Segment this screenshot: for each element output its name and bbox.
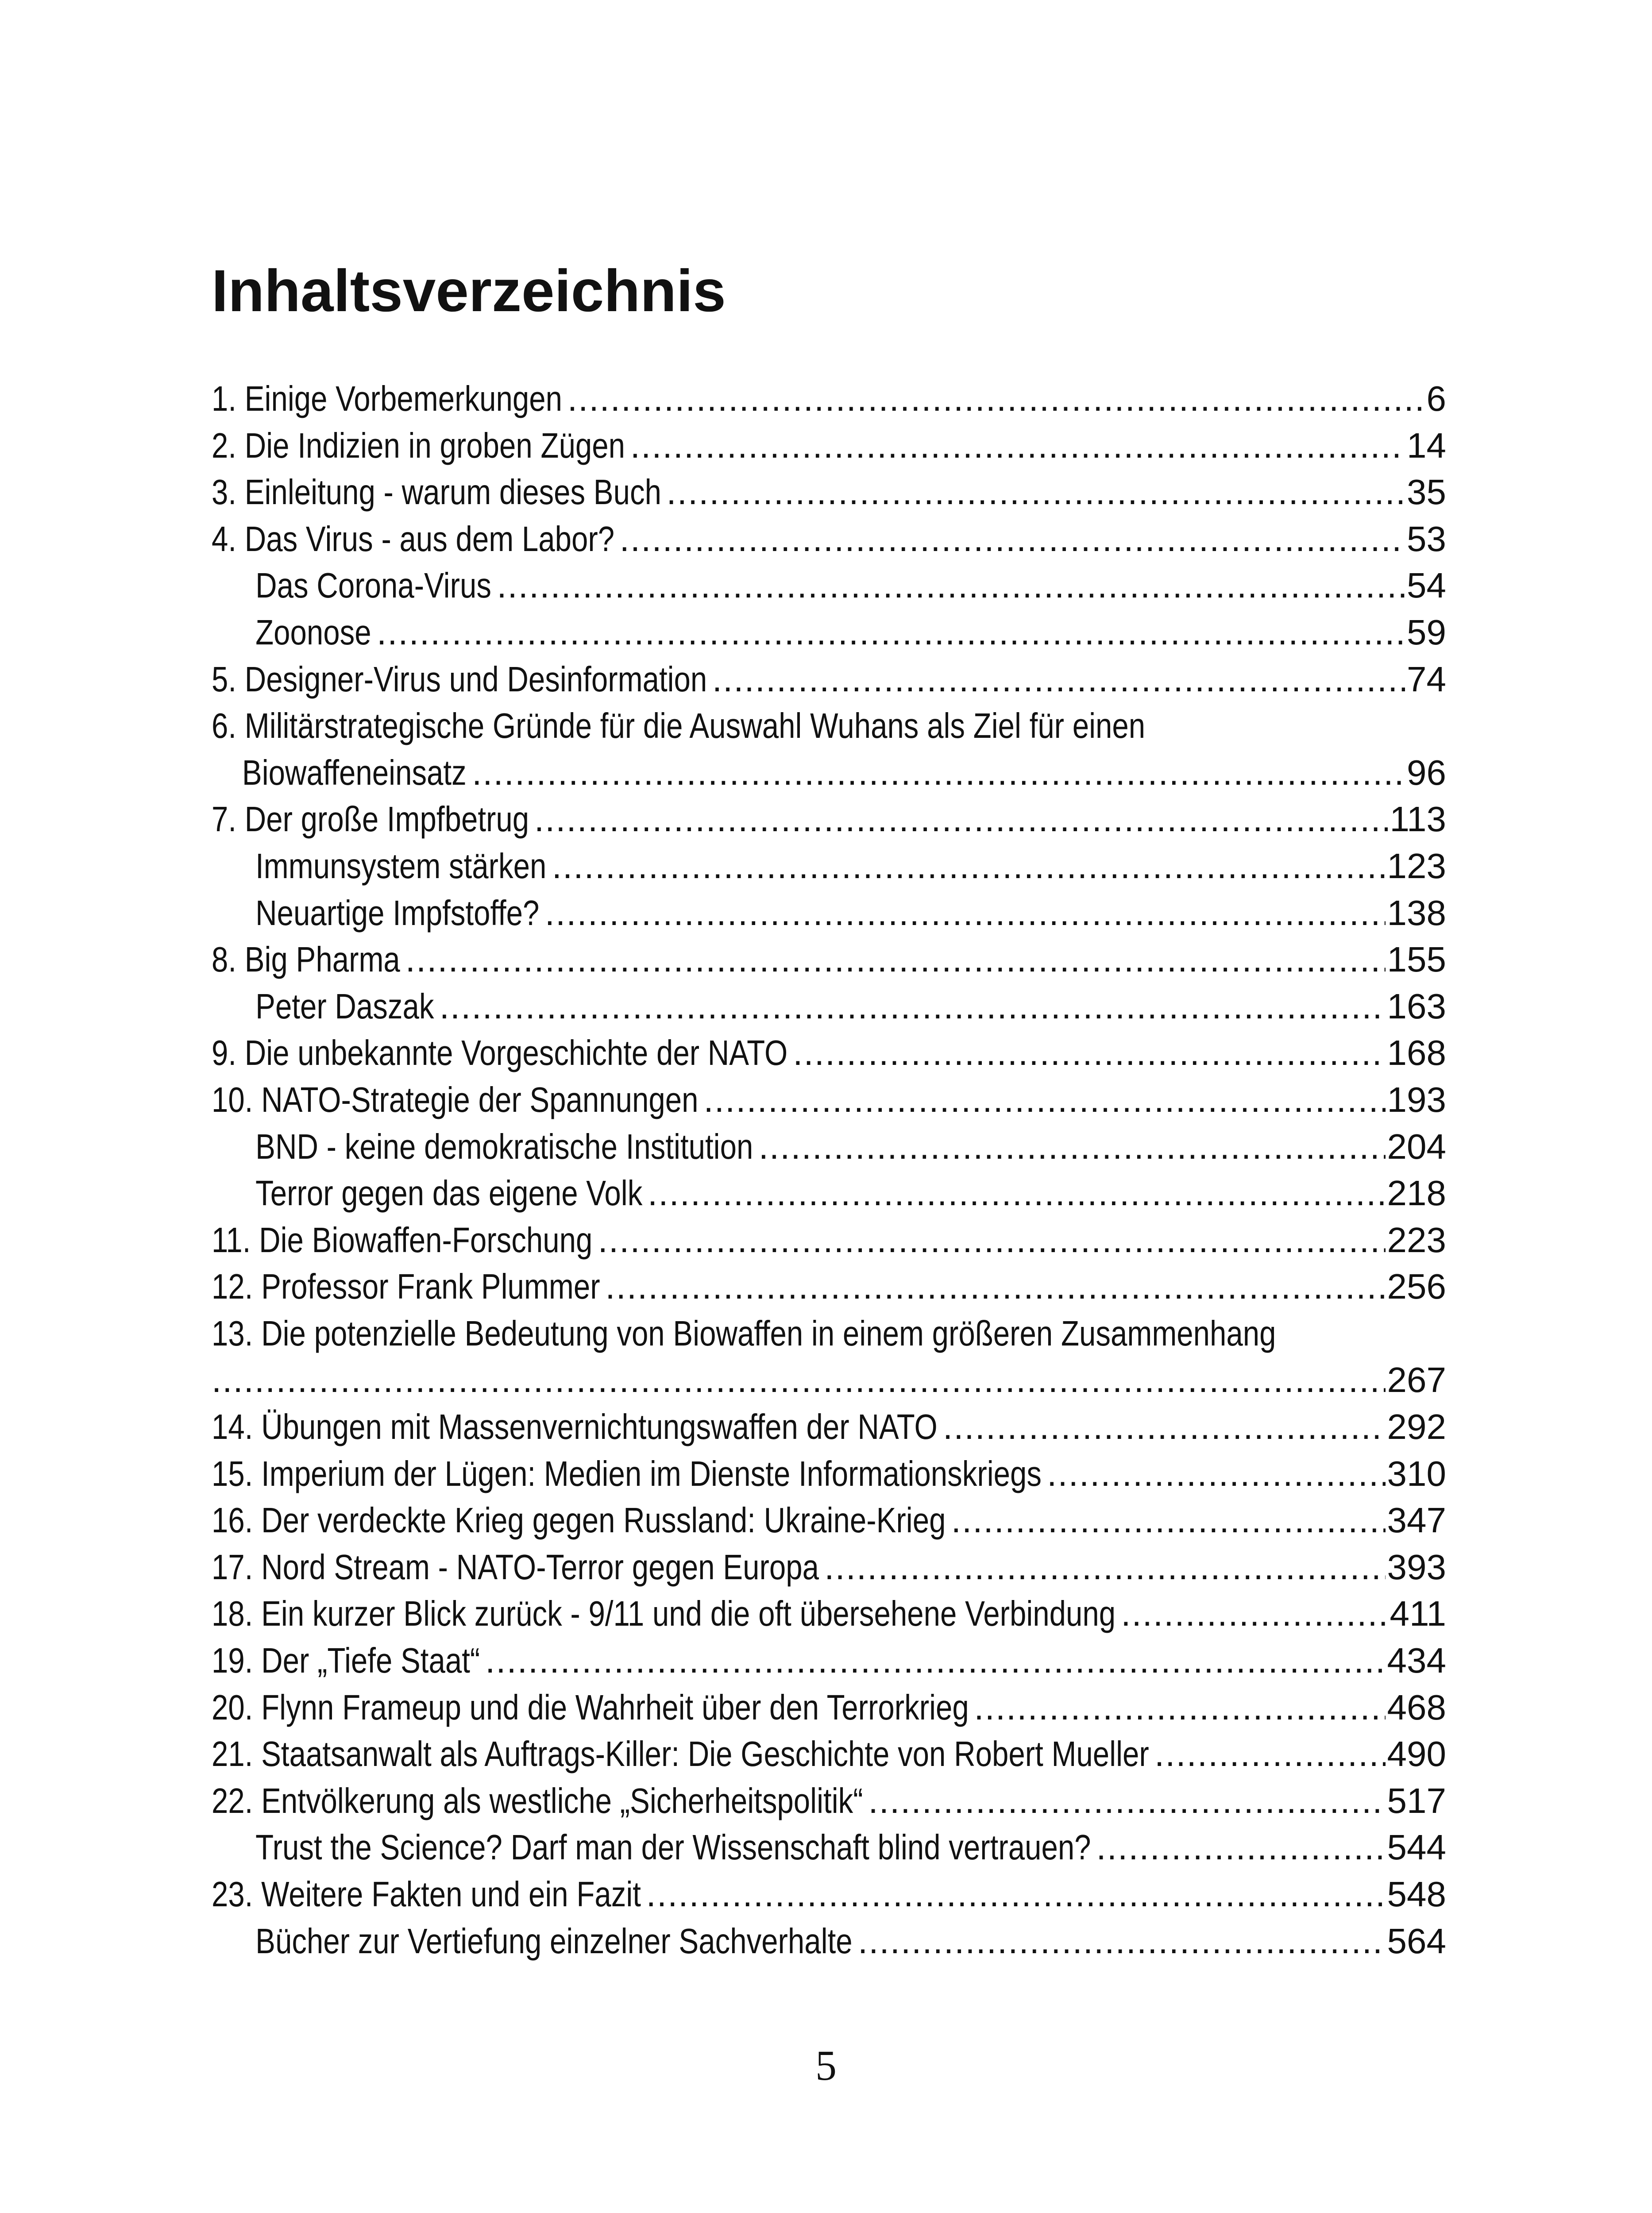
toc-leader-dots bbox=[1096, 1824, 1386, 1871]
toc-entry-page: 6 bbox=[1426, 379, 1446, 418]
toc-entry-continuation bbox=[212, 1357, 1446, 1403]
toc-entry-label: 7. Der große Impfbetrug bbox=[212, 799, 529, 839]
toc-entry-label: BND - keine demokratische Institution bbox=[255, 1126, 753, 1166]
toc-entry bbox=[212, 1029, 1446, 1076]
toc-entry-label: Peter Daszak bbox=[255, 986, 434, 1026]
toc-leader-dots bbox=[545, 890, 1386, 937]
toc-leader-dots bbox=[1154, 1731, 1386, 1777]
toc-entry bbox=[212, 1403, 1446, 1450]
toc-entry-label: 11. Die Biowaffen-Forschung bbox=[212, 1220, 593, 1260]
toc-entry-label: 21. Staatsanwalt als Auftrags-Killer: Die Geschichte von Robert Mueller bbox=[212, 1734, 1149, 1774]
toc-leader-dots bbox=[405, 936, 1386, 983]
toc-entry-page: 411 bbox=[1390, 1594, 1446, 1634]
toc-entry-page: 54 bbox=[1407, 566, 1446, 605]
toc-entry-label: Trust the Science? Darf man der Wissenschaft blind vertrauen? bbox=[255, 1827, 1091, 1867]
toc-entry-label: 4. Das Virus - aus dem Labor? bbox=[212, 519, 615, 559]
toc-subentry bbox=[212, 1824, 1446, 1871]
toc-subentry bbox=[212, 1123, 1446, 1170]
toc-entry-page: 74 bbox=[1407, 659, 1446, 699]
table-of-contents bbox=[212, 375, 1446, 1964]
toc-entry bbox=[212, 936, 1446, 983]
toc-entry-page: 267 bbox=[1387, 1360, 1446, 1400]
toc-subentry bbox=[212, 609, 1446, 656]
toc-subentry bbox=[212, 1170, 1446, 1217]
toc-entry-label: Zoonose bbox=[255, 612, 371, 652]
toc-entry-label: 14. Übungen mit Massenvernichtungswaffen der NATO bbox=[212, 1407, 938, 1447]
toc-entry-page: 347 bbox=[1387, 1500, 1446, 1540]
toc-entry-page: 113 bbox=[1390, 799, 1446, 839]
toc-entry-page: 490 bbox=[1387, 1734, 1446, 1774]
toc-entry-label: Terror gegen das eigene Volk bbox=[255, 1173, 643, 1213]
toc-entry-page: 468 bbox=[1387, 1687, 1446, 1727]
toc-entry-label: 6. Militärstrategische Gründe für die Auswahl Wuhans als Ziel für einen bbox=[212, 706, 1146, 746]
toc-leader-dots bbox=[712, 656, 1405, 703]
toc-entry-page: 163 bbox=[1387, 986, 1446, 1026]
toc-entry bbox=[212, 516, 1446, 563]
toc-entry-page: 544 bbox=[1387, 1827, 1446, 1867]
toc-entry-page: 517 bbox=[1387, 1781, 1446, 1820]
toc-leader-dots bbox=[646, 1871, 1386, 1918]
toc-entry bbox=[212, 375, 1446, 422]
toc-entry-label: 1. Einige Vorbemerkungen bbox=[212, 379, 563, 418]
toc-entry bbox=[212, 1263, 1446, 1310]
toc-entry bbox=[212, 469, 1446, 516]
toc-leader-dots bbox=[759, 1123, 1386, 1170]
toc-entry-label: 18. Ein kurzer Blick zurück - 9/11 und die oft übersehene Verbindung bbox=[212, 1594, 1116, 1634]
toc-entry-label: 19. Der „Tiefe Staat“ bbox=[212, 1641, 480, 1681]
toc-leader-dots bbox=[630, 422, 1405, 469]
toc-entry-page: 193 bbox=[1387, 1080, 1446, 1119]
toc-entry-label: 15. Imperium der Lügen: Medien im Dienste Informationskriegs bbox=[212, 1453, 1042, 1493]
toc-leader-dots bbox=[485, 1637, 1385, 1684]
toc-entry-label: Biowaffeneinsatz bbox=[242, 752, 467, 792]
toc-entry-page: 204 bbox=[1387, 1126, 1446, 1166]
toc-entry-page: 218 bbox=[1387, 1173, 1446, 1213]
toc-entry bbox=[212, 1731, 1446, 1777]
toc-leader-dots bbox=[858, 1918, 1385, 1965]
toc-entry bbox=[212, 1590, 1446, 1637]
toc-entry-page: 138 bbox=[1387, 893, 1446, 933]
toc-entry-page: 548 bbox=[1387, 1874, 1446, 1914]
toc-entry bbox=[212, 1684, 1446, 1731]
toc-leader-dots bbox=[598, 1217, 1386, 1264]
toc-entry-label: 3. Einleitung - warum dieses Buch bbox=[212, 472, 661, 512]
toc-entry-page: 35 bbox=[1407, 472, 1446, 512]
page-number: 5 bbox=[815, 2042, 837, 2089]
toc-entry-label: 12. Professor Frank Plummer bbox=[212, 1267, 600, 1307]
toc-entry bbox=[212, 796, 1446, 843]
page-title: Inhaltsverzeichnis bbox=[212, 258, 726, 324]
toc-entry-page: 155 bbox=[1387, 940, 1446, 979]
toc-entry bbox=[212, 702, 1446, 749]
toc-leader-dots bbox=[440, 983, 1386, 1030]
toc-leader-dots bbox=[377, 609, 1405, 656]
toc-leader-dots bbox=[552, 843, 1386, 890]
toc-entry bbox=[212, 1450, 1446, 1497]
toc-entry-page: 123 bbox=[1387, 846, 1446, 886]
toc-entry bbox=[212, 422, 1446, 469]
toc-leader-dots bbox=[567, 375, 1425, 422]
toc-entry-continuation bbox=[212, 749, 1446, 796]
toc-leader-dots bbox=[824, 1544, 1385, 1591]
toc-subentry bbox=[212, 890, 1446, 937]
toc-entry-label: 10. NATO-Strategie der Spannungen bbox=[212, 1080, 699, 1119]
toc-entry bbox=[212, 1076, 1446, 1123]
toc-leader-dots bbox=[868, 1777, 1386, 1824]
toc-entry-page: 434 bbox=[1387, 1641, 1446, 1681]
toc-entry-page: 256 bbox=[1387, 1267, 1446, 1307]
toc-entry-label: 23. Weitere Fakten und ein Fazit bbox=[212, 1874, 641, 1914]
toc-entry bbox=[212, 1544, 1446, 1591]
toc-leader-dots bbox=[974, 1684, 1385, 1731]
toc-entry-page: 59 bbox=[1407, 612, 1446, 652]
toc-leader-dots bbox=[943, 1403, 1386, 1450]
toc-leader-dots bbox=[704, 1076, 1386, 1123]
toc-entry bbox=[212, 1637, 1446, 1684]
toc-entry-label: 22. Entvölkerung als westliche „Sicherheitspolitik“ bbox=[212, 1781, 863, 1820]
toc-entry-label: 9. Die unbekannte Vorgeschichte der NATO bbox=[212, 1033, 788, 1073]
toc-subentry bbox=[212, 843, 1446, 890]
toc-entry-page: 96 bbox=[1407, 752, 1446, 792]
toc-leader-dots bbox=[534, 796, 1388, 843]
toc-leader-dots bbox=[497, 562, 1405, 609]
toc-entry-page: 310 bbox=[1387, 1453, 1446, 1493]
toc-entry-label: Das Corona-Virus bbox=[255, 566, 491, 605]
toc-entry-page: 53 bbox=[1407, 519, 1446, 559]
toc-leader-dots bbox=[1121, 1590, 1388, 1637]
toc-entry-label: 20. Flynn Frameup und die Wahrheit über den Terrorkrieg bbox=[212, 1687, 969, 1727]
toc-leader-dots bbox=[666, 469, 1405, 516]
toc-leader-dots bbox=[793, 1029, 1385, 1076]
toc-entry bbox=[212, 1777, 1446, 1824]
toc-entry-label: 8. Big Pharma bbox=[212, 940, 400, 979]
toc-entry bbox=[212, 1871, 1446, 1918]
toc-entry-label: 13. Die potenzielle Bedeutung von Biowaffen in einem größeren Zusammenhang bbox=[212, 1313, 1276, 1353]
toc-leader-dots bbox=[605, 1263, 1385, 1310]
toc-subentry bbox=[212, 1918, 1446, 1965]
toc-entry-page: 223 bbox=[1387, 1220, 1446, 1260]
toc-entry-label: Bücher zur Vertiefung einzelner Sachverhalte bbox=[255, 1921, 853, 1961]
toc-leader-dots bbox=[472, 749, 1405, 796]
toc-entry-page: 292 bbox=[1387, 1407, 1446, 1447]
toc-entry-label: Immunsystem stärken bbox=[255, 846, 547, 886]
toc-entry-label: 2. Die Indizien in groben Zügen bbox=[212, 425, 625, 465]
toc-entry-page: 14 bbox=[1407, 425, 1446, 465]
toc-entry bbox=[212, 656, 1446, 703]
toc-entry-label: 17. Nord Stream - NATO-Terror gegen Europa bbox=[212, 1547, 819, 1587]
toc-subentry bbox=[212, 983, 1446, 1030]
toc-entry-label: 5. Designer-Virus und Desinformation bbox=[212, 659, 707, 699]
toc-subentry bbox=[212, 562, 1446, 609]
toc-leader-dots bbox=[951, 1497, 1386, 1544]
toc-entry bbox=[212, 1217, 1446, 1264]
toc-leader-dots bbox=[648, 1170, 1386, 1217]
toc-leader-dots bbox=[212, 1357, 1386, 1403]
toc-entry-label: Neuartige Impfstoffe? bbox=[255, 893, 540, 933]
toc-entry-page: 393 bbox=[1387, 1547, 1446, 1587]
toc-entry bbox=[212, 1497, 1446, 1544]
toc-leader-dots bbox=[620, 516, 1405, 563]
toc-entry-label: 16. Der verdeckte Krieg gegen Russland: Ukraine-Krieg bbox=[212, 1500, 946, 1540]
toc-entry bbox=[212, 1310, 1446, 1357]
toc-leader-dots bbox=[1047, 1450, 1385, 1497]
toc-entry-page: 564 bbox=[1387, 1921, 1446, 1961]
toc-entry-page: 168 bbox=[1387, 1033, 1446, 1073]
